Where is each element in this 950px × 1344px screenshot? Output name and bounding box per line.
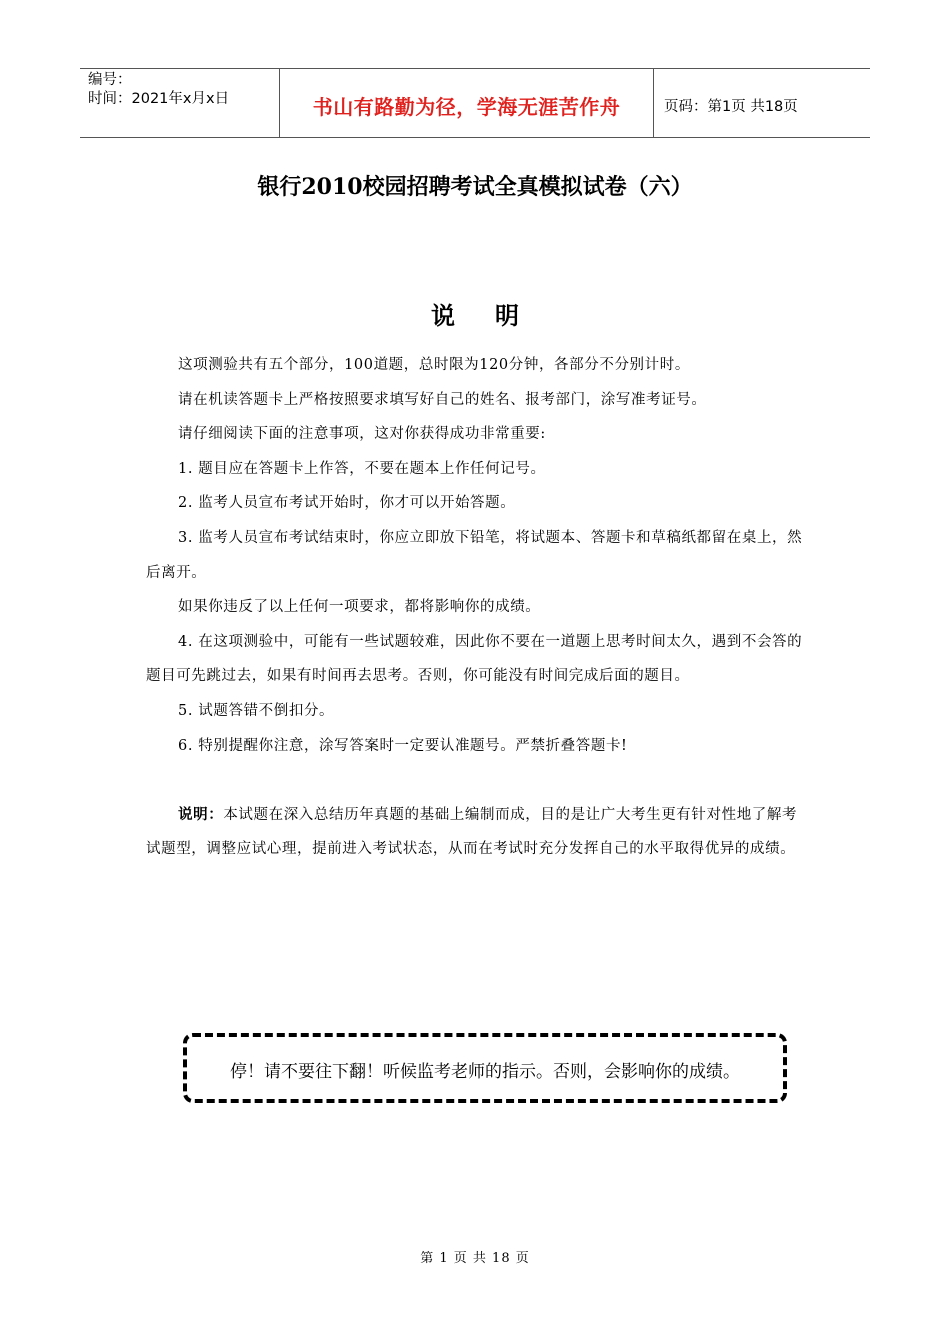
stop-notice-text: 停！请不要往下翻！听候监考老师的指示。否则，会影响你的成绩。 xyxy=(230,1061,740,1082)
paragraph: 4. 在这项测验中，可能有一些试题较难，因此你不要在一道题上思考时间太久，遇到不会答的题目可先跳过去，如果有时间再去思考。否则，你可能没有时间完成后面的题目。 xyxy=(146,633,803,685)
paragraph: 请在机读答题卡上严格按照要求填写好自己的姓名、报考部门，涂写准考证号。 xyxy=(178,391,707,408)
paragraph: 2. 监考人员宣布考试开始时，你才可以开始答题。 xyxy=(178,495,516,512)
note-paragraph xyxy=(146,798,806,867)
paragraph: 3. 监考人员宣布考试结束时，你应立即放下铅笔，将试题本、答题卡和草稿纸都留在桌上，然后离开。 xyxy=(146,529,803,581)
page-header xyxy=(80,68,870,138)
stop-notice-box xyxy=(183,1033,787,1103)
paragraph: 5. 试题答错不倒扣分。 xyxy=(178,702,335,719)
document-code: 编号： xyxy=(88,72,132,88)
header-page-info: 页码：第1页 共18页 xyxy=(664,98,798,115)
document-date: 时间：2021年x月x日 xyxy=(88,91,230,107)
paragraph: 请仔细阅读下面的注意事项，这对你获得成功非常重要: xyxy=(178,426,546,443)
section-title: 说明 xyxy=(431,301,559,330)
blank-line xyxy=(146,763,806,798)
document-title: 银行2010校园招聘考试全真模拟试卷（六） xyxy=(257,174,693,200)
page-footer: 第 1 页 共 18 页 xyxy=(420,1251,530,1266)
header-meta xyxy=(80,69,280,137)
note-text: 本试题在深入总结历年真题的基础上编制而成，目的是让广大考生更有针对性地了解考试题型，调整应试心理，提前进入考试状态，从而在考试时充分发挥自己的水平取得优异的成绩。 xyxy=(146,806,798,858)
instructions-body xyxy=(146,348,806,867)
paragraph: 6. 特别提醒你注意，涂写答案时一定要认准题号。严禁折叠答题卡! xyxy=(178,737,628,754)
paragraph: 这项测验共有五个部分，100道题，总时限为120分钟，各部分不分别计时。 xyxy=(178,357,690,373)
paragraph: 如果你违反了以上任何一项要求，都将影响你的成绩。 xyxy=(178,599,541,616)
note-label: 说明： xyxy=(178,806,224,823)
paragraph: 1. 题目应在答题卡上作答，不要在题本上作任何记号。 xyxy=(178,460,546,477)
header-motto: 书山有路勤为径，学海无涯苦作舟 xyxy=(280,69,654,137)
